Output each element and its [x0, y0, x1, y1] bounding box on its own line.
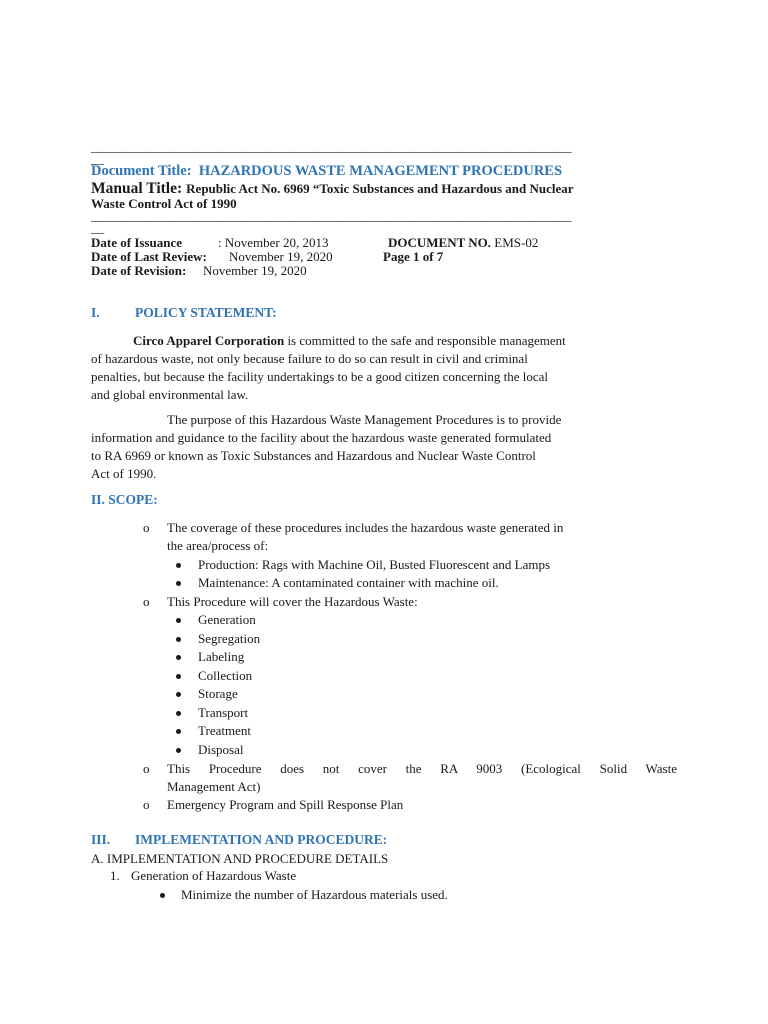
scope-item-1-bullet-2: Maintenance: A contaminated container with machine oil.: [198, 575, 499, 590]
document-number-value: EMS-02: [494, 235, 539, 250]
scope-item-2: This Procedure will cover the Hazardous Waste:: [167, 594, 418, 609]
policy-para1-line1: [133, 332, 566, 351]
waste-stage-generation: Generation: [198, 612, 256, 627]
page-indicator: Page 1 of 7: [383, 249, 444, 264]
header-rule-top-tail: __: [91, 151, 104, 166]
manual-title-value-line1: Republic Act No. 6969 “Toxic Substances and Hazardous and Nuclear: [186, 181, 574, 196]
section-1-title: POLICY STATEMENT:: [135, 305, 277, 320]
policy-para2-line2: information and guidance to the facility about the hazardous waste generated formulated: [91, 430, 552, 445]
bullet-dot: [176, 674, 181, 679]
revision-value: November 19, 2020: [203, 263, 307, 278]
section-1-number: I.: [91, 305, 100, 320]
document-number: [388, 236, 538, 250]
bullet-dot: [160, 893, 165, 898]
issuance-value: : November 20, 2013: [218, 235, 329, 250]
waste-stage-disposal: Disposal: [198, 742, 244, 757]
document-title-value: HAZARDOUS WASTE MANAGEMENT PROCEDURES: [198, 163, 563, 179]
policy-para1-line4: and global environmental law.: [91, 387, 249, 402]
manual-title-value-line2: Waste Control Act of 1990: [91, 196, 237, 211]
bullet-dot: [176, 729, 181, 734]
section-3-number: III.: [91, 832, 111, 847]
waste-stage-treatment: Treatment: [198, 723, 251, 738]
scope-item-1-line2: the area/process of:: [167, 538, 269, 553]
scope-item-3-line2: Management Act): [167, 779, 261, 794]
revision-label: Date of Revision:: [91, 263, 187, 278]
policy-para1-line1-rest: is committed to the safe and responsible management: [287, 333, 566, 348]
bullet-dot: [176, 692, 181, 697]
scope-item-3-line1: [167, 760, 677, 779]
policy-para2-line1: The purpose of this Hazardous Waste Management Procedures is to provide: [167, 412, 562, 427]
list-marker-o: o: [143, 761, 150, 776]
waste-stage-collection: Collection: [198, 668, 253, 683]
bullet-dot: [176, 563, 181, 568]
numbered-item-1-text: Generation of Hazardous Waste: [131, 868, 297, 883]
list-marker-o: o: [143, 520, 150, 535]
bullet-dot: [176, 581, 181, 586]
scope-item-4: Emergency Program and Spill Response Plan: [167, 797, 404, 812]
scope-item-1-bullet-1: Production: Rags with Machine Oil, Busted Fluorescent and Lamps: [198, 557, 551, 572]
scope-item-1-line1: The coverage of these procedures includes the hazardous waste generated in: [167, 520, 564, 535]
policy-para1-line3: penalties, but because the facility undertakings to be a good citizen concerning the local: [91, 369, 548, 384]
policy-para2-line3: to RA 6969 or known as Toxic Substances and Hazardous and Nuclear Waste Control: [91, 448, 536, 463]
numbered-item-1-number: 1.: [110, 868, 120, 883]
document-title-label: Document Title:: [91, 163, 192, 179]
issuance-label: Date of Issuance: [91, 235, 182, 250]
waste-stage-storage: Storage: [198, 686, 238, 701]
header-rule-bottom: ________________________________________________________________________________: [91, 209, 571, 222]
bullet-dot: [176, 711, 181, 716]
last-review-label: Date of Last Review:: [91, 249, 207, 264]
bullet-dot: [176, 637, 181, 642]
company-name: Circo Apparel Corporation: [133, 333, 285, 348]
header-rule-bottom-tail: __: [91, 220, 104, 235]
document-number-label: DOCUMENT NO.: [388, 235, 492, 250]
bullet-dot: [176, 655, 181, 660]
policy-para1-line2: of hazardous waste, not only because failure to do so can result in civil and criminal: [91, 351, 528, 366]
bullet-dot: [176, 748, 181, 753]
numbered-item-1-bullet: Minimize the number of Hazardous materials used.: [181, 887, 448, 902]
bullet-dot: [176, 618, 181, 623]
document-title: [91, 163, 562, 180]
subsection-a: A. IMPLEMENTATION AND PROCEDURE DETAILS: [91, 851, 389, 866]
list-marker-o: o: [143, 594, 150, 609]
policy-para2-line4: Act of 1990.: [91, 466, 157, 481]
last-review-value: November 19, 2020: [229, 249, 333, 264]
header-rule-top: ________________________________________________________________________________: [91, 140, 571, 153]
list-marker-o: o: [143, 797, 150, 812]
section-2-title: II. SCOPE:: [91, 492, 158, 507]
waste-stage-transport: Transport: [198, 705, 249, 720]
waste-stage-segregation: Segregation: [198, 631, 261, 646]
waste-stage-labeling: Labeling: [198, 649, 245, 664]
manual-title-label: Manual Title:: [91, 180, 183, 197]
section-3-title: IMPLEMENTATION AND PROCEDURE:: [135, 832, 388, 847]
scope-item-3-line1-text: This Procedure does not cover the RA 9003 (Ecological Solid Waste: [167, 761, 677, 776]
